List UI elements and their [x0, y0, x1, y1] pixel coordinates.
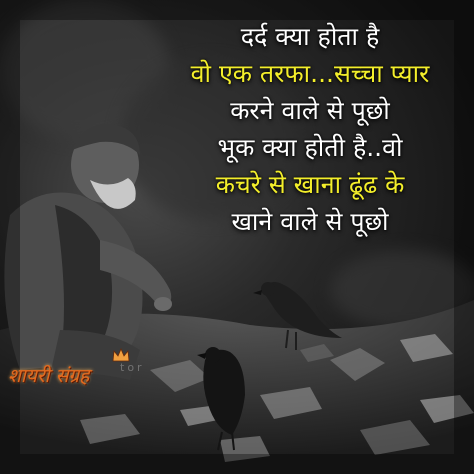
crown-icon: [112, 348, 130, 362]
poem-line-6: खाने वाले से पूछो: [231, 207, 389, 236]
poem-line-4: भूक क्या होती है..वो: [217, 133, 403, 162]
poem-line-3: करने वाले से पूछो: [230, 96, 390, 125]
logo-text: शायरी संग्रह: [8, 365, 90, 387]
poem-text-block: [150, 18, 470, 240]
poem-line-2: वो एक तरफा...सच्चा प्यार: [190, 59, 430, 88]
poem-line-5: कचरे से खाना ढूंढ के: [215, 170, 405, 199]
shayari-sangrah-logo: [2, 344, 182, 394]
poem-line-1: दर्द क्या होता है: [240, 22, 380, 51]
watermark-text: tor: [120, 361, 145, 374]
